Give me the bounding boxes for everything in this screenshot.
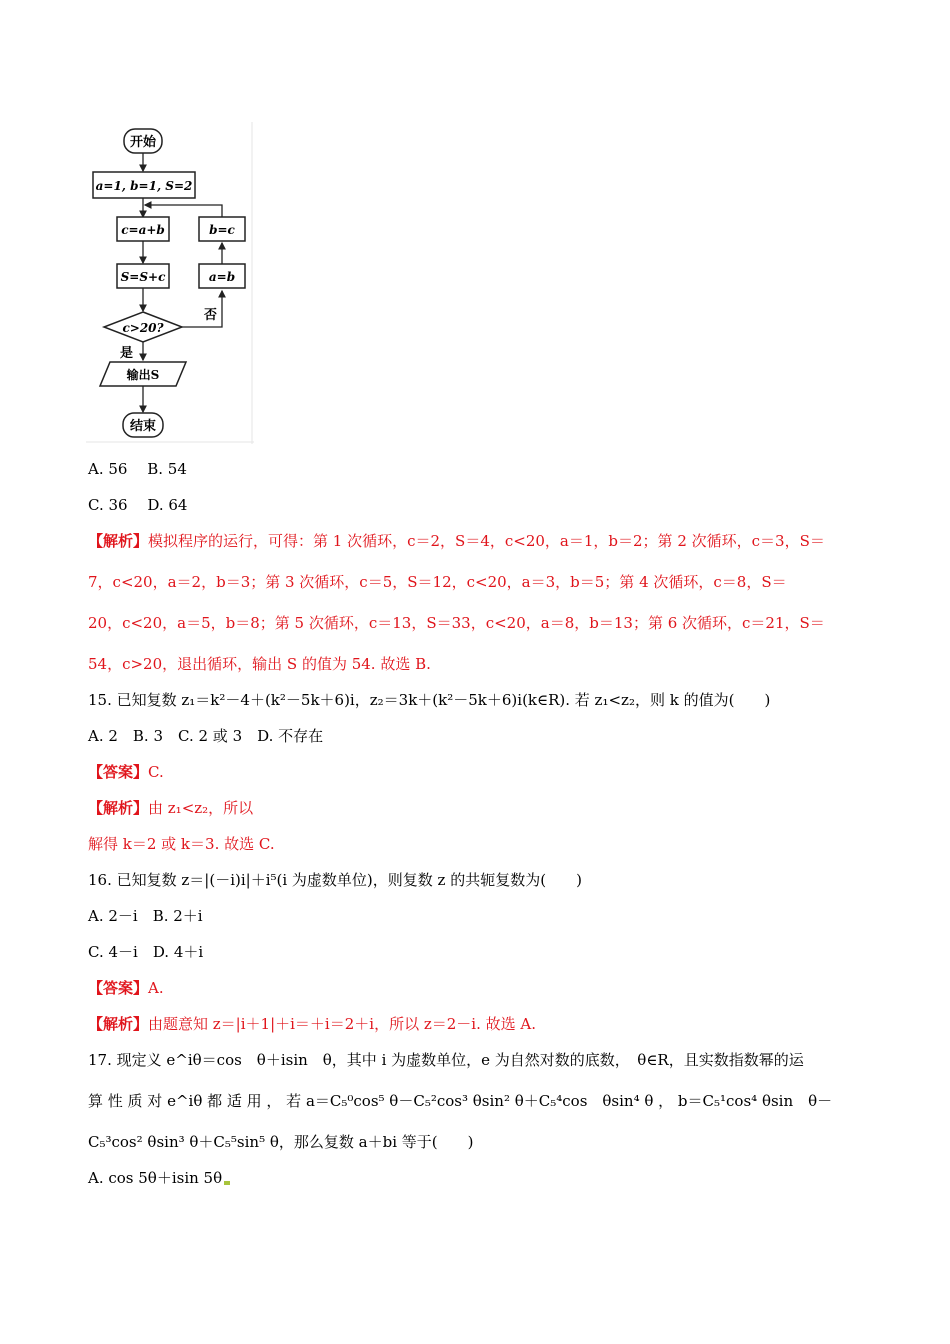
flow-start xyxy=(124,129,162,153)
q14-options-1: A. 56 B. 54 xyxy=(88,460,187,478)
q14-analysis-line-2: 7，c<20，a＝2，b＝3；第 3 次循环，c＝5，S＝12，c<20，a＝3，b＝5；第 4 次循环，c＝8，S＝ xyxy=(88,573,787,591)
cursor-mark-icon xyxy=(224,1181,230,1185)
svg-text:a=b: a=b xyxy=(208,270,236,284)
q14-analysis-line-1: 【解析】模拟程序的运行，可得：第 1 次循环，c＝2，S＝4，c<20，a＝1，b＝2；第 2 次循环，c＝3，S＝ xyxy=(88,532,825,550)
flowchart xyxy=(86,122,254,444)
svg-text:a=1, b=1, S=2: a=1, b=1, S=2 xyxy=(95,179,193,193)
flow-decision xyxy=(104,312,182,342)
q15-question: 15. 已知复数 z₁＝k²－4＋(k²－5k＋6)i，z₂＝3k＋(k²－5k＋6)i(k∈R). 若 z₁<z₂，则 k 的值为( ) xyxy=(88,691,771,709)
flow-yes-label: 是 xyxy=(120,346,134,361)
svg-text:b=c: b=c xyxy=(209,223,235,237)
flow-output xyxy=(100,362,186,386)
svg-text:c>20?: c>20? xyxy=(122,321,164,335)
q15-analysis: 【解析】由 z₁<z₂，所以 xyxy=(88,799,254,817)
q15-answer: 【答案】C. xyxy=(88,763,164,781)
flow-box-a xyxy=(199,264,245,288)
flow-init xyxy=(93,172,195,198)
q15-options: A. 2 B. 3 C. 2 或 3 D. 不存在 xyxy=(88,727,324,745)
flow-box-b xyxy=(199,217,245,241)
svg-text:输出S: 输出S xyxy=(126,368,160,382)
q17-line-2: 算 性 质 对 e^iθ 都 适 用 ， 若 a＝C₅⁰cos⁵ θ－C₅²cos³ θsin² θ＋C₅⁴cos θsin⁴ θ ， b＝C₅¹cos⁴ θsin θ－ xyxy=(88,1092,833,1110)
svg-text:c=a+b: c=a+b xyxy=(121,223,165,237)
q15-solution: 解得 k＝2 或 k＝3. 故选 C. xyxy=(88,835,275,853)
q16-answer: 【答案】A. xyxy=(88,979,164,997)
flow-step-s xyxy=(117,264,169,288)
flow-no-label: 否 xyxy=(204,308,218,323)
q14-options-2: C. 36 D. 64 xyxy=(88,496,188,514)
svg-text:结束: 结束 xyxy=(129,419,157,434)
q17-line-1: 17. 现定义 e^iθ＝cos θ＋isin θ，其中 i 为虚数单位，e 为自然对数的底数， θ∈R，且实数指数幂的运 xyxy=(88,1051,804,1069)
q17-line-3: C₅³cos² θsin³ θ＋C₅⁵sin⁵ θ，那么复数 a＋bi 等于( ) xyxy=(88,1133,474,1151)
q16-question: 16. 已知复数 z＝|(－i)i|＋i⁵(i 为虚数单位)，则复数 z 的共轭复数为( ) xyxy=(88,871,582,889)
flow-step-c xyxy=(117,217,169,241)
q16-analysis: 【解析】由题意知 z＝|i＋1|＋i＝＋i＝2＋i，所以 z＝2－i. 故选 A. xyxy=(88,1015,536,1033)
q17-option-a: A. cos 5θ＋isin 5θ xyxy=(88,1168,230,1188)
q14-analysis-line-3: 20，c<20，a＝5，b＝8；第 5 次循环，c＝13，S＝33，c<20，a＝8，b＝13；第 6 次循环，c＝21，S＝ xyxy=(88,614,825,632)
q14-analysis-line-4: 54，c>20，退出循环，输出 S 的值为 54. 故选 B. xyxy=(88,655,431,673)
q16-options-2: C. 4－i D. 4＋i xyxy=(88,943,204,961)
flow-end xyxy=(123,413,163,437)
svg-text:S=S+c: S=S+c xyxy=(120,270,166,284)
svg-text:开始: 开始 xyxy=(129,135,157,150)
q14-analysis-tag: 【解析】 xyxy=(88,532,149,550)
q16-options-1: A. 2－i B. 2＋i xyxy=(88,907,203,925)
